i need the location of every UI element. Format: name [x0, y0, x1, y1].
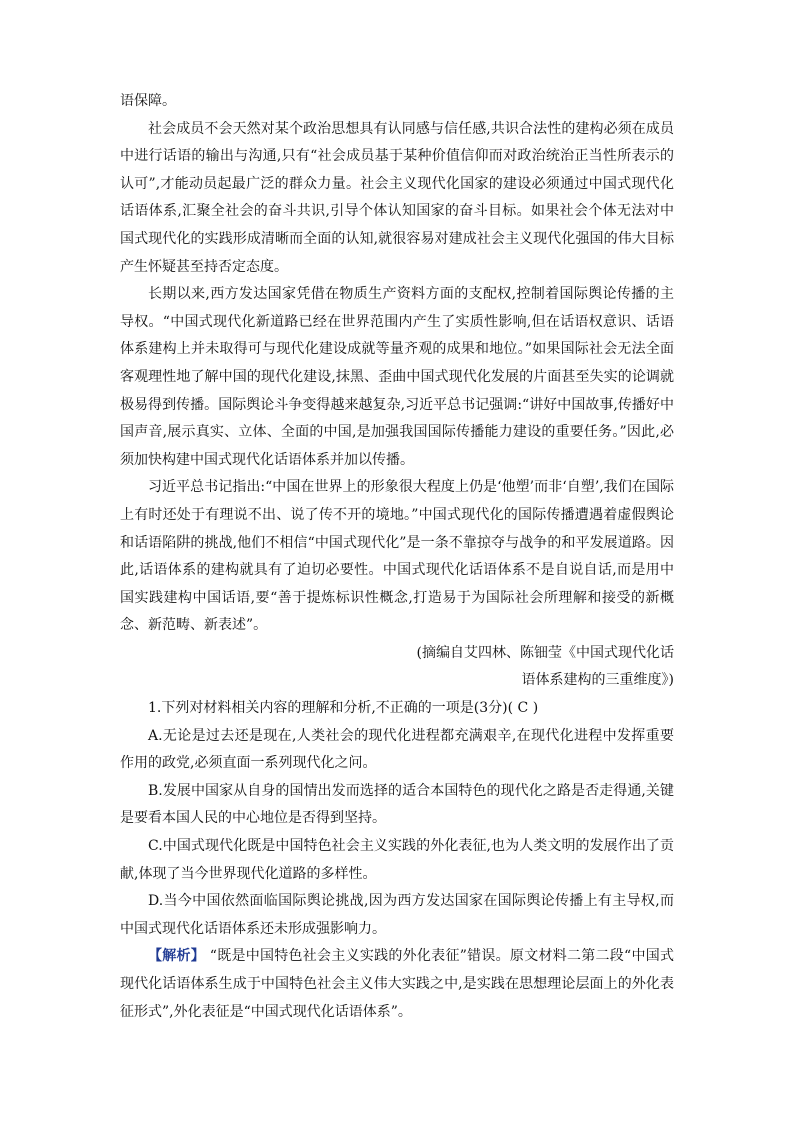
- source-citation-line-2: 语体系建构的三重维度》): [521, 672, 674, 689]
- paragraph-2: 长期以来,西方发达国家凭借在物质生产资料方面的支配权,控制着国际舆论传播的主导权。“中国式现代化新道路已经在世界范围内产生了实质性影响,但在话语权意识、话语体系建构上并未取得可与现代化建设成就等量齐观的成果和地位。”如果国际社会无法全面客观理性地了解中国的现代化建设,抹黑、歪曲中国式现代化发展的片面甚至失实的论调就极易得到传播。国际舆论斗争变得越来越复杂,习近平总书记强调:“讲好中国故事,传播好中国声音,展示真实、立体、全面的中国,是加强我国国际传播能力建设的重要任务。”因此,必须加快构建中国式现代化话语体系并加以传播。: [120, 286, 674, 468]
- option-d: D.当今中国依然面临国际舆论挑战,因为西方发达国家在国际舆论传播上有主导权,而中国式现代化话语体系还未形成强影响力。: [120, 893, 674, 937]
- option-b: B.发展中国家从自身的国情出发而选择的适合本国特色的现代化之路是否走得通,关键是要看本国人民的中心地位是否得到坚持。: [120, 782, 674, 827]
- analysis-tag: 【解析】: [148, 948, 206, 965]
- lead-line: 语保障。: [120, 93, 176, 109]
- paragraph-1: 社会成员不会天然对某个政治思想具有认同感与信任感,共识合法性的建构必须在成员中进行话语的输出与沟通,只有“社会成员基于某种价值信仰而对政治统治正当性所表示的认可”,才能动员起最广泛的群众力量。社会主义现代化国家的建设必须通过中国式现代化话语体系,汇聚全社会的奋斗共识,引导个体认知国家的奋斗目标。如果社会个体无法对中国式现代化的实践形成清晰而全面的认知,就很容易对建成社会主义现代化强国的伟大目标产生怀疑甚至持否定态度。: [120, 120, 674, 275]
- paragraph-3: 习近平总书记指出:“中国在世界上的形象很大程度上仍是‘他塑’而非‘自塑’,我们在国际上有时还处于有理说不出、说了传不开的境地。”中国式现代化的国际传播遭遇着虚假舆论和话语陷阱的挑战,他们不相信“中国式现代化”是一条不靠掠夺与战争的和平发展道路。因此,话语体系的建构就具有了迫切必要性。中国式现代化话语体系不是自说自话,而是用中国实践建构中国话语,要“善于提炼标识性概念,打造易于为国际社会所理解和接受的新概念、新范畴、新表述”。: [120, 479, 674, 634]
- analysis-text: “既是中国特色社会主义实践的外化表征”错误。原文材料二第二段“中国式现代化话语体系生成于中国特色社会主义伟大实践之中,是实践在思想理论层面上的外化表征形式”,外化表征是“中国式现代化话语体系”。: [120, 948, 674, 1020]
- document-page: [120, 88, 674, 1026]
- option-c: C.中国式现代化既是中国特色社会主义实践的外化表征,也为人类文明的发展作出了贡献,体现了当今世界现代化道路的多样性。: [120, 838, 674, 882]
- option-a: A.无论是过去还是现在,人类社会的现代化进程都充满艰辛,在现代化进程中发挥重要作用的政党,必须直面一系列现代化之问。: [120, 727, 674, 772]
- question-stem: 1.下列对材料相关内容的理解和分析,不正确的一项是(3分)( C ): [148, 700, 539, 717]
- source-citation-line-1: (摘编自艾四林、陈钿莹《中国式现代化话: [416, 644, 674, 661]
- analysis: [120, 943, 674, 1026]
